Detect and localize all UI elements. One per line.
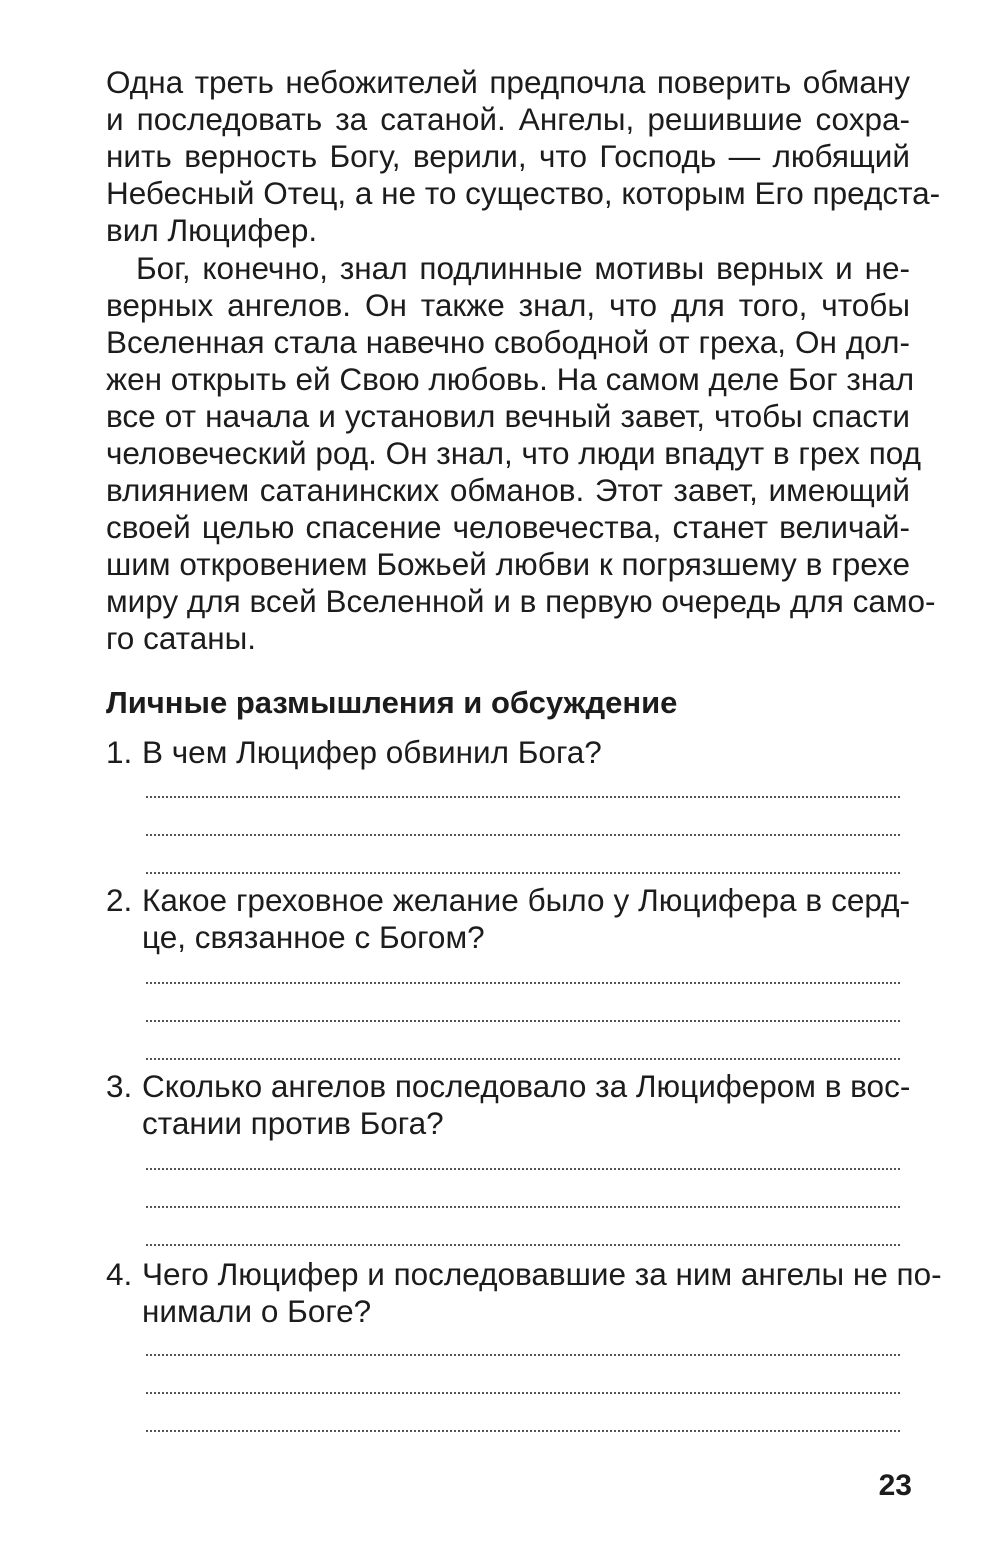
- paragraph-line: нить верность Богу, верили, что Господь — любящий: [106, 138, 910, 174]
- question-text: Сколько ангелов последовало за Люцифером в вос-: [142, 1068, 911, 1104]
- paragraph-line: Одна треть небожителей предпочла поверить обману: [106, 64, 910, 100]
- answer-line[interactable]: [146, 796, 900, 798]
- paragraph-line: верных ангелов. Он также знал, что для того, чтобы: [106, 287, 910, 323]
- paragraph-line: влиянием сатанинских обманов. Этот завет, имеющий: [106, 472, 910, 508]
- question-number: 2.: [106, 882, 133, 918]
- answer-line[interactable]: [146, 1058, 900, 1060]
- answer-line[interactable]: [146, 872, 900, 874]
- question-number: 3.: [106, 1068, 133, 1104]
- paragraph-line: и последовать за сатаной. Ангелы, решившие сохра-: [106, 101, 910, 137]
- question-number: 1.: [106, 734, 133, 770]
- answer-line[interactable]: [146, 1020, 900, 1022]
- paragraph-line: жен открыть ей Свою любовь. На самом деле Бог знал: [106, 361, 915, 397]
- answer-line[interactable]: [146, 982, 900, 984]
- question-text: Чего Люцифер и последовавшие за ним ангелы не по-: [142, 1256, 942, 1292]
- answer-line[interactable]: [146, 1430, 900, 1432]
- question-number: 4.: [106, 1256, 133, 1292]
- answer-line[interactable]: [146, 1392, 900, 1394]
- section-heading: Личные размышления и обсуждение: [106, 685, 678, 720]
- paragraph-line: шим откровением Божьей любви к погрязшему в грехе: [106, 546, 910, 582]
- question-text: нимали о Боге?: [142, 1293, 372, 1329]
- answer-line[interactable]: [146, 1354, 900, 1356]
- question-text: В чем Люцифер обвинил Бога?: [142, 734, 602, 770]
- paragraph-line: Бог, конечно, знал подлинные мотивы верных и не-: [136, 250, 910, 286]
- paragraph-line: Вселенная стала навечно свободной от греха, Он дол-: [106, 324, 910, 360]
- answer-line[interactable]: [146, 1168, 900, 1170]
- answer-line[interactable]: [146, 1244, 900, 1246]
- question-text: Какое греховное желание было у Люцифера в серд-: [142, 882, 910, 918]
- paragraph-line: все от начала и установил вечный завет, чтобы спасти: [106, 398, 910, 434]
- paragraph-line: человеческий род. Он знал, что люди впадут в грех под: [106, 435, 922, 471]
- paragraph-line: вил Люцифер.: [106, 212, 318, 248]
- question-text: це, связанное с Богом?: [142, 919, 485, 955]
- paragraph-line: Небесный Отец, а не то существо, которым Его предста-: [106, 175, 941, 211]
- answer-line[interactable]: [146, 834, 900, 836]
- page-number: 23: [878, 1469, 912, 1502]
- answer-line[interactable]: [146, 1206, 900, 1208]
- paragraph-line: го сатаны.: [106, 620, 257, 656]
- question-text: стании против Бога?: [142, 1105, 444, 1141]
- paragraph-line: своей целью спасение человечества, станет величай-: [106, 509, 910, 545]
- paragraph-line: миру для всей Вселенной и в первую очередь для само-: [106, 583, 936, 619]
